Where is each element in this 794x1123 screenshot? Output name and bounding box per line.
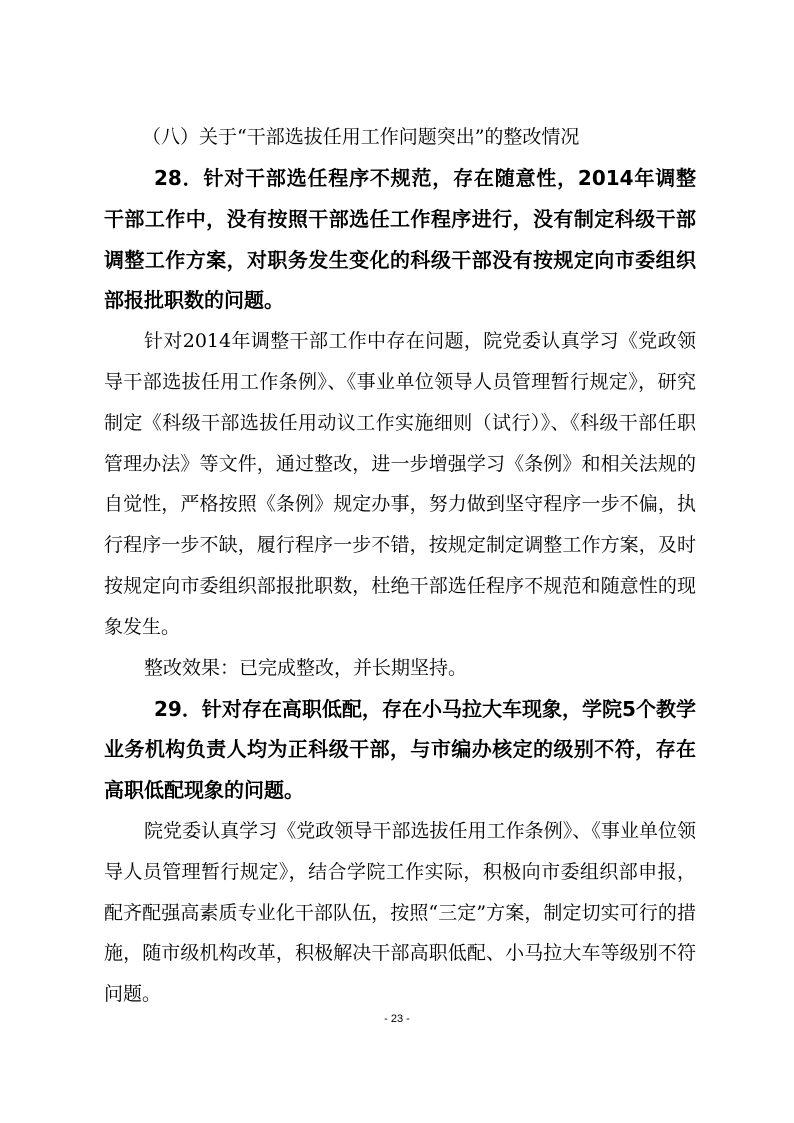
item-28-heading: 28．针对干部选任程序不规范，存在随意性，2014年调整干部工作中，没有按照干部选任工作程序进行，没有制定科级干部调整工作方案，对职务发生变化的科级干部没有按规定向市委组织部报批职数的问题。	[104, 166, 696, 313]
item-29-heading: 29．针对存在高职低配，存在小马拉大车现象，学院5个教学业务机构负责人均为正科级干部，与市编办核定的级别不符，存在高职低配现象的问题。	[104, 696, 696, 803]
page-content	[104, 117, 696, 1015]
item-29-body: 院党委认真学习《党政领导干部选拔任用工作条例》、《事业单位领导人员管理暂行规定》，结合学院工作实际，积极向市委组织部申报，配齐配强高素质专业化干部队伍，按照“三定”方案，制定切实可行的措施，随市级机构改革，积极解决干部高职低配、小马拉大车等级别不符问题。	[104, 819, 696, 1006]
item-28-body: 针对2014年调整干部工作中存在问题，院党委认真学习《党政领导干部选拔任用工作条例》、《事业单位领导人员管理暂行规定》，研究制定《科级干部选拔任用动议工作实施细则（试行）》、《科级干部任职管理办法》等文件，通过整改，进一步增强学习《条例》和相关法规的自觉性，严格按照《条例》规定办事，努力做到坚守程序一步不偏，执行程序一步不缺，履行程序一步不错，按规定制定调整工作方案，及时按规定向市委组织部报批职数，杜绝干部选任程序不规范和随意性的现象发生。	[104, 330, 696, 638]
item-28-effect: 整改效果：已完成整改，并长期坚持。	[144, 656, 468, 679]
page-number: - 23 -	[384, 1013, 410, 1025]
section-heading: （八）关于“干部选拔任用工作问题突出”的整改情况	[142, 126, 580, 148]
